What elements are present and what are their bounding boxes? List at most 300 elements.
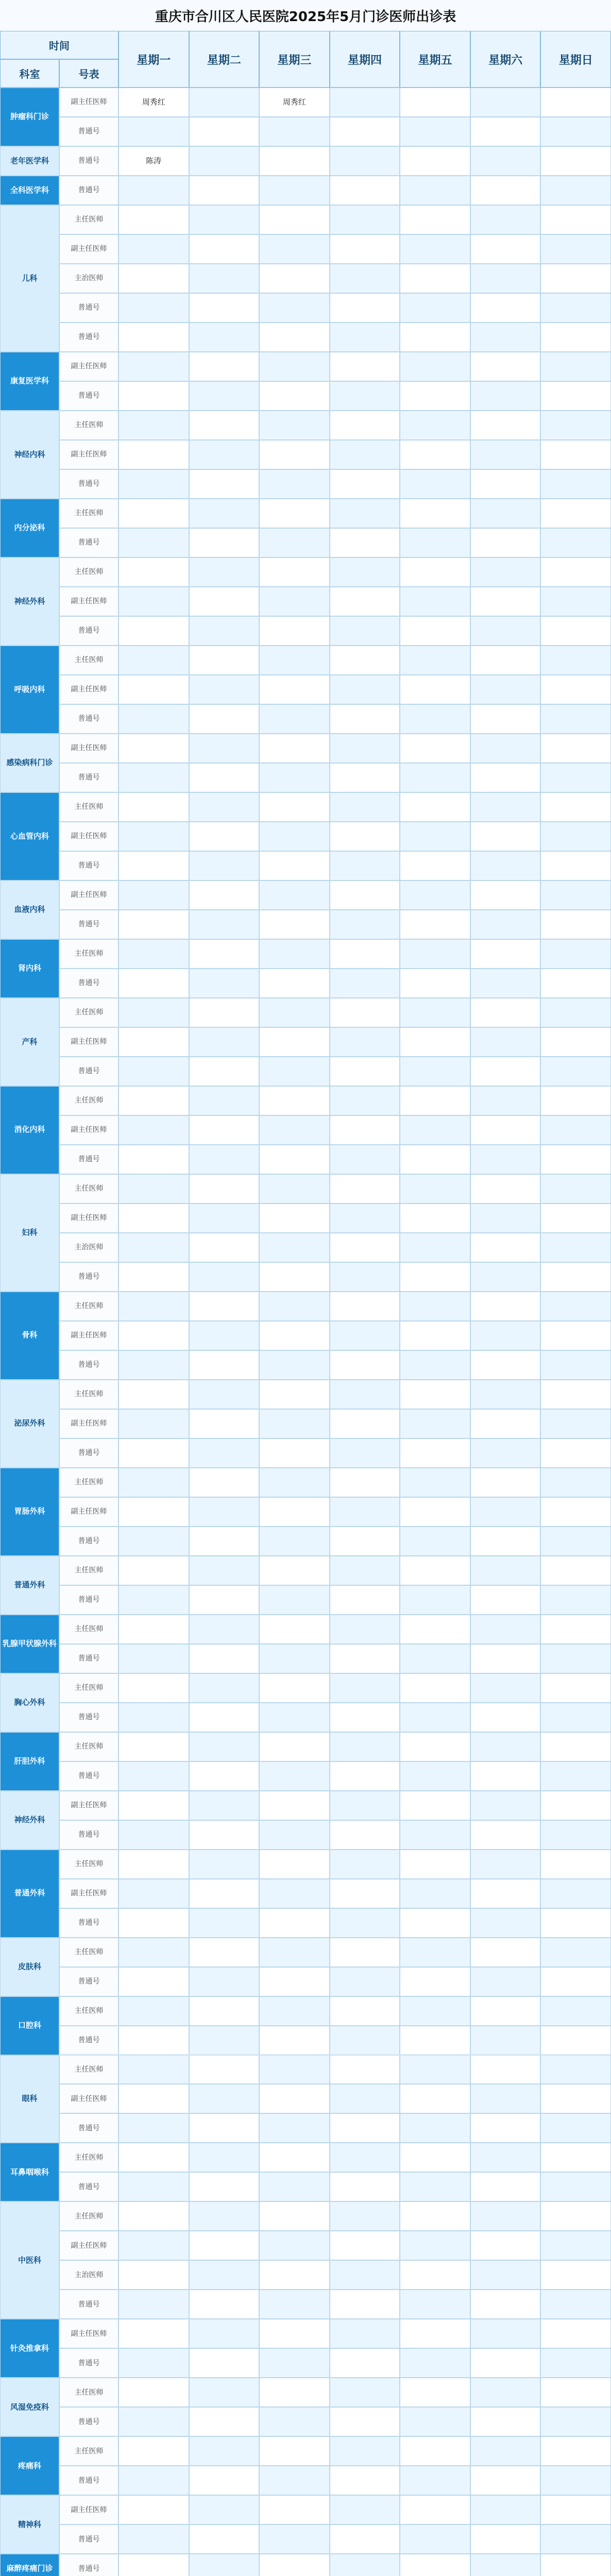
doctor-cell	[540, 1174, 611, 1204]
doctor-cell	[330, 1086, 400, 1115]
doctor-cell	[189, 2260, 260, 2290]
doctor-cell	[259, 2143, 330, 2172]
doctor-cell	[470, 323, 541, 352]
doctor-cell	[400, 792, 470, 822]
doctor-cell	[470, 2348, 541, 2378]
doctor-cell	[540, 1967, 611, 1996]
level-cell: 副主任医师	[59, 440, 118, 469]
doctor-cell	[259, 1321, 330, 1350]
level-cell: 普通号	[59, 1761, 118, 1791]
doctor-cell	[330, 2348, 400, 2378]
doctor-cell	[470, 1292, 541, 1321]
doctor-cell	[400, 469, 470, 499]
dept-cell: 风湿免疫科	[0, 2378, 59, 2436]
doctor-cell	[400, 880, 470, 910]
doctor-cell	[259, 1468, 330, 1497]
level-cell: 副主任医师	[59, 2319, 118, 2348]
doctor-cell	[400, 1409, 470, 1438]
level-cell: 副主任医师	[59, 880, 118, 910]
doctor-cell	[189, 1615, 260, 1644]
doctor-cell	[540, 1233, 611, 1262]
doctor-cell	[400, 822, 470, 851]
doctor-cell	[400, 1233, 470, 1262]
doctor-cell	[400, 851, 470, 880]
doctor-cell	[470, 1145, 541, 1174]
doctor-cell	[400, 998, 470, 1027]
doctor-cell	[400, 1350, 470, 1380]
dept-cell: 消化内科	[0, 1086, 59, 1174]
doctor-cell	[259, 1350, 330, 1380]
doctor-cell	[259, 1086, 330, 1115]
doctor-cell	[189, 411, 260, 440]
doctor-cell	[118, 469, 189, 499]
doctor-cell	[259, 2319, 330, 2348]
doctor-cell	[540, 704, 611, 734]
doctor-cell	[189, 998, 260, 1027]
doctor-cell	[189, 234, 260, 264]
dept-cell: 肝胆外科	[0, 1732, 59, 1791]
dept-cell: 神经内科	[0, 411, 59, 499]
doctor-cell	[540, 675, 611, 704]
doctor-cell	[118, 2231, 189, 2260]
doctor-cell	[400, 381, 470, 411]
level-cell: 副主任医师	[59, 1879, 118, 1908]
dept-cell: 骨科	[0, 1292, 59, 1380]
doctor-cell	[330, 1204, 400, 1233]
doctor-cell	[189, 2436, 260, 2466]
doctor-cell	[330, 1380, 400, 1409]
doctor-cell	[189, 969, 260, 998]
doctor-cell	[118, 1673, 189, 1703]
doctor-cell	[189, 1967, 260, 1996]
doctor-cell	[330, 1761, 400, 1791]
doctor-cell	[400, 2084, 470, 2113]
doctor-cell	[330, 440, 400, 469]
doctor-cell	[470, 1527, 541, 1556]
doctor-cell	[259, 2172, 330, 2201]
doctor-cell	[330, 2524, 400, 2554]
doctor-cell	[540, 2231, 611, 2260]
doctor-cell	[189, 2172, 260, 2201]
level-cell: 普通号	[59, 616, 118, 646]
doctor-cell	[118, 1292, 189, 1321]
doctor-cell	[400, 323, 470, 352]
doctor-cell	[470, 293, 541, 323]
doctor-cell	[540, 1204, 611, 1233]
doctor-cell	[118, 1204, 189, 1233]
doctor-cell	[259, 1292, 330, 1321]
doctor-cell	[470, 1027, 541, 1057]
header-time: 时间	[0, 31, 118, 59]
doctor-cell	[330, 1497, 400, 1527]
level-cell: 普通号	[59, 2113, 118, 2143]
level-cell: 主治医师	[59, 264, 118, 293]
doctor-cell	[189, 2495, 260, 2524]
dept-cell: 心血管内科	[0, 792, 59, 880]
doctor-cell	[400, 1967, 470, 1996]
doctor-cell	[540, 1673, 611, 1703]
doctor-cell	[470, 1850, 541, 1879]
doctor-cell	[259, 1204, 330, 1233]
doctor-cell	[330, 1527, 400, 1556]
doctor-cell	[259, 1615, 330, 1644]
doctor-cell	[330, 2495, 400, 2524]
doctor-cell	[189, 851, 260, 880]
doctor-cell	[470, 2466, 541, 2495]
doctor-cell	[470, 2172, 541, 2201]
dept-cell: 胃肠外科	[0, 1468, 59, 1556]
doctor-cell	[400, 117, 470, 146]
level-cell: 副主任医师	[59, 1115, 118, 1145]
doctor-cell	[400, 1380, 470, 1409]
level-cell: 普通号	[59, 1350, 118, 1380]
doctor-cell	[470, 1233, 541, 1262]
level-cell: 副主任医师	[59, 1321, 118, 1350]
doctor-cell	[540, 1115, 611, 1145]
dept-cell: 泌尿外科	[0, 1380, 59, 1468]
doctor-cell	[400, 1732, 470, 1761]
doctor-cell	[400, 969, 470, 998]
doctor-cell	[118, 1057, 189, 1086]
doctor-cell	[259, 411, 330, 440]
doctor-cell	[400, 1027, 470, 1057]
doctor-cell	[540, 822, 611, 851]
doctor-cell	[259, 381, 330, 411]
doctor-cell	[118, 880, 189, 910]
doctor-cell	[400, 146, 470, 176]
doctor-cell	[118, 1115, 189, 1145]
level-cell: 普通号	[59, 2407, 118, 2436]
doctor-cell	[118, 1585, 189, 1615]
doctor-cell	[400, 1204, 470, 1233]
doctor-cell	[259, 146, 330, 176]
doctor-cell	[189, 2113, 260, 2143]
doctor-cell	[540, 734, 611, 763]
doctor-cell	[470, 1908, 541, 1938]
doctor-cell	[189, 1527, 260, 1556]
level-cell: 主任医师	[59, 646, 118, 675]
doctor-cell	[400, 1292, 470, 1321]
day-header: 星期六	[470, 31, 541, 88]
doctor-cell	[400, 1703, 470, 1732]
doctor-cell	[470, 1438, 541, 1468]
doctor-cell	[540, 1556, 611, 1585]
dept-cell: 妇科	[0, 1174, 59, 1292]
doctor-cell	[470, 1468, 541, 1497]
doctor-cell	[330, 1438, 400, 1468]
day-header: 星期五	[400, 31, 470, 88]
doctor-cell	[540, 646, 611, 675]
doctor-cell	[470, 2260, 541, 2290]
doctor-cell	[400, 2201, 470, 2231]
doctor-cell	[259, 1115, 330, 1145]
level-cell: 普通号	[59, 1585, 118, 1615]
doctor-cell	[400, 1057, 470, 1086]
doctor-cell	[470, 1967, 541, 1996]
doctor-cell	[540, 2026, 611, 2055]
level-cell: 副主任医师	[59, 675, 118, 704]
doctor-cell	[400, 1438, 470, 1468]
doctor-cell	[189, 1497, 260, 1527]
doctor-cell	[259, 616, 330, 646]
doctor-cell	[189, 822, 260, 851]
doctor-cell	[540, 1262, 611, 1292]
dept-cell: 精神科	[0, 2495, 59, 2554]
doctor-cell	[330, 1996, 400, 2026]
doctor-cell	[540, 1732, 611, 1761]
doctor-cell	[189, 792, 260, 822]
doctor-cell	[259, 1732, 330, 1761]
doctor-cell	[540, 910, 611, 939]
dept-cell: 感染病科门诊	[0, 734, 59, 792]
doctor-cell	[330, 2143, 400, 2172]
doctor-cell	[330, 1233, 400, 1262]
doctor-cell	[540, 2319, 611, 2348]
doctor-cell	[189, 1262, 260, 1292]
doctor-cell	[540, 1468, 611, 1497]
level-cell: 主任医师	[59, 2201, 118, 2231]
doctor-cell	[118, 1996, 189, 2026]
doctor-cell	[259, 1057, 330, 1086]
doctor-cell	[259, 1438, 330, 1468]
doctor-cell	[540, 792, 611, 822]
doctor-cell	[330, 117, 400, 146]
level-cell: 副主任医师	[59, 1027, 118, 1057]
doctor-cell	[470, 880, 541, 910]
doctor-cell	[470, 1086, 541, 1115]
doctor-cell	[189, 1438, 260, 1468]
doctor-cell	[540, 2201, 611, 2231]
doctor-cell	[259, 1791, 330, 1820]
doctor-cell	[470, 910, 541, 939]
dept-cell: 针灸推拿科	[0, 2319, 59, 2378]
doctor-cell	[259, 205, 330, 234]
level-cell: 副主任医师	[59, 2495, 118, 2524]
doctor-cell	[400, 939, 470, 969]
doctor-cell	[118, 2466, 189, 2495]
doctor-cell	[540, 2466, 611, 2495]
doctor-cell	[189, 1027, 260, 1057]
doctor-cell	[470, 1644, 541, 1673]
doctor-cell	[259, 2378, 330, 2407]
doctor-cell	[470, 2407, 541, 2436]
level-cell: 普通号	[59, 1703, 118, 1732]
doctor-cell	[118, 1820, 189, 1850]
level-cell: 副主任医师	[59, 2231, 118, 2260]
doctor-cell	[470, 2524, 541, 2554]
doctor-cell	[330, 146, 400, 176]
level-cell: 副主任医师	[59, 1497, 118, 1527]
dept-cell: 康复医学科	[0, 352, 59, 411]
doctor-cell	[400, 2407, 470, 2436]
doctor-cell	[259, 1380, 330, 1409]
doctor-cell	[330, 2466, 400, 2495]
doctor-cell	[540, 2055, 611, 2084]
doctor-cell	[118, 499, 189, 528]
doctor-cell	[118, 1380, 189, 1409]
doctor-cell	[400, 2554, 470, 2576]
doctor-cell	[470, 1174, 541, 1204]
doctor-cell	[400, 1556, 470, 1585]
doctor-cell	[400, 1145, 470, 1174]
doctor-cell	[189, 381, 260, 411]
doctor-cell	[330, 1027, 400, 1057]
doctor-cell	[259, 1409, 330, 1438]
level-cell: 副主任医师	[59, 587, 118, 616]
doctor-cell	[330, 469, 400, 499]
doctor-cell	[330, 234, 400, 264]
level-cell: 普通号	[59, 2172, 118, 2201]
doctor-cell	[540, 1761, 611, 1791]
doctor-cell	[259, 851, 330, 880]
level-cell: 普通号	[59, 1908, 118, 1938]
doctor-cell	[400, 910, 470, 939]
dept-cell: 胸心外科	[0, 1673, 59, 1732]
doctor-cell	[400, 1938, 470, 1967]
doctor-cell	[259, 2466, 330, 2495]
doctor-cell	[330, 851, 400, 880]
doctor-cell	[470, 499, 541, 528]
doctor-cell	[189, 352, 260, 381]
doctor-cell	[118, 734, 189, 763]
doctor-cell	[118, 969, 189, 998]
doctor-cell	[189, 1321, 260, 1350]
doctor-cell	[540, 2495, 611, 2524]
doctor-cell	[118, 704, 189, 734]
doctor-cell	[189, 1350, 260, 1380]
doctor-cell	[189, 1380, 260, 1409]
doctor-cell	[400, 734, 470, 763]
doctor-cell	[400, 2524, 470, 2554]
doctor-cell	[330, 2260, 400, 2290]
doctor-cell	[330, 1732, 400, 1761]
doctor-cell	[189, 2319, 260, 2348]
doctor-cell	[540, 264, 611, 293]
doctor-cell	[330, 675, 400, 704]
doctor-cell	[540, 2260, 611, 2290]
doctor-cell	[470, 2084, 541, 2113]
doctor-cell	[470, 587, 541, 616]
dept-cell: 普通外科	[0, 1850, 59, 1938]
doctor-cell	[540, 880, 611, 910]
doctor-cell	[540, 2524, 611, 2554]
doctor-cell	[330, 1174, 400, 1204]
day-header: 星期二	[189, 31, 260, 88]
doctor-cell	[118, 1615, 189, 1644]
doctor-cell	[400, 1673, 470, 1703]
doctor-cell	[330, 1262, 400, 1292]
doctor-cell	[470, 1732, 541, 1761]
doctor-cell	[470, 264, 541, 293]
doctor-cell	[400, 88, 470, 117]
doctor-cell	[259, 2436, 330, 2466]
doctor-cell	[118, 1732, 189, 1761]
doctor-cell	[540, 1321, 611, 1350]
doctor-cell	[259, 910, 330, 939]
doctor-cell	[118, 2143, 189, 2172]
level-cell: 普通号	[59, 176, 118, 205]
doctor-cell	[118, 646, 189, 675]
level-cell: 副主任医师	[59, 822, 118, 851]
doctor-cell	[259, 2524, 330, 2554]
doctor-cell	[118, 822, 189, 851]
doctor-cell	[470, 1380, 541, 1409]
doctor-cell	[470, 1350, 541, 1380]
doctor-cell	[118, 1850, 189, 1879]
doctor-cell	[470, 1057, 541, 1086]
dept-cell: 普通外科	[0, 1556, 59, 1615]
doctor-cell	[540, 2172, 611, 2201]
doctor-cell	[118, 176, 189, 205]
doctor-cell	[400, 1497, 470, 1527]
doctor-cell	[470, 1791, 541, 1820]
doctor-cell	[540, 440, 611, 469]
doctor-cell	[330, 528, 400, 557]
doctor-cell	[470, 763, 541, 792]
level-cell: 主任医师	[59, 998, 118, 1027]
doctor-cell	[400, 1908, 470, 1938]
doctor-cell	[540, 1996, 611, 2026]
doctor-cell	[189, 2201, 260, 2231]
doctor-cell	[540, 2436, 611, 2466]
doctor-cell	[330, 1938, 400, 1967]
level-cell: 主任医师	[59, 2436, 118, 2466]
doctor-cell	[118, 2348, 189, 2378]
doctor-cell	[400, 1761, 470, 1791]
doctor-cell	[400, 1086, 470, 1115]
doctor-cell	[330, 1791, 400, 1820]
doctor-cell	[400, 704, 470, 734]
doctor-cell	[540, 2143, 611, 2172]
doctor-cell	[470, 381, 541, 411]
doctor-cell	[470, 939, 541, 969]
dept-cell: 呼吸内科	[0, 646, 59, 734]
level-cell: 普通号	[59, 146, 118, 176]
doctor-cell	[470, 528, 541, 557]
doctor-cell	[330, 293, 400, 323]
doctor-cell	[470, 146, 541, 176]
doctor-cell	[259, 1673, 330, 1703]
dept-cell: 疼痛科	[0, 2436, 59, 2495]
level-cell: 主治医师	[59, 1233, 118, 1262]
doctor-cell	[470, 1585, 541, 1615]
doctor-cell	[330, 1615, 400, 1644]
doctor-cell	[400, 2319, 470, 2348]
level-cell: 副主任医师	[59, 734, 118, 763]
level-cell: 主任医师	[59, 1850, 118, 1879]
dept-cell: 耳鼻咽喉科	[0, 2143, 59, 2201]
doctor-cell	[330, 1145, 400, 1174]
doctor-cell	[189, 499, 260, 528]
doctor-cell	[540, 1879, 611, 1908]
doctor-cell	[400, 1115, 470, 1145]
doctor-cell	[400, 2495, 470, 2524]
doctor-cell	[330, 176, 400, 205]
doctor-cell	[470, 1497, 541, 1527]
doctor-cell	[330, 939, 400, 969]
doctor-cell	[400, 2113, 470, 2143]
doctor-cell	[259, 939, 330, 969]
dept-cell: 儿科	[0, 205, 59, 352]
doctor-cell	[330, 2554, 400, 2576]
doctor-cell	[540, 381, 611, 411]
level-cell: 主任医师	[59, 1938, 118, 1967]
dept-cell: 内分泌科	[0, 499, 59, 557]
level-cell: 副主任医师	[59, 234, 118, 264]
doctor-cell	[330, 734, 400, 763]
level-cell: 副主任医师	[59, 1409, 118, 1438]
doctor-cell	[540, 2290, 611, 2319]
